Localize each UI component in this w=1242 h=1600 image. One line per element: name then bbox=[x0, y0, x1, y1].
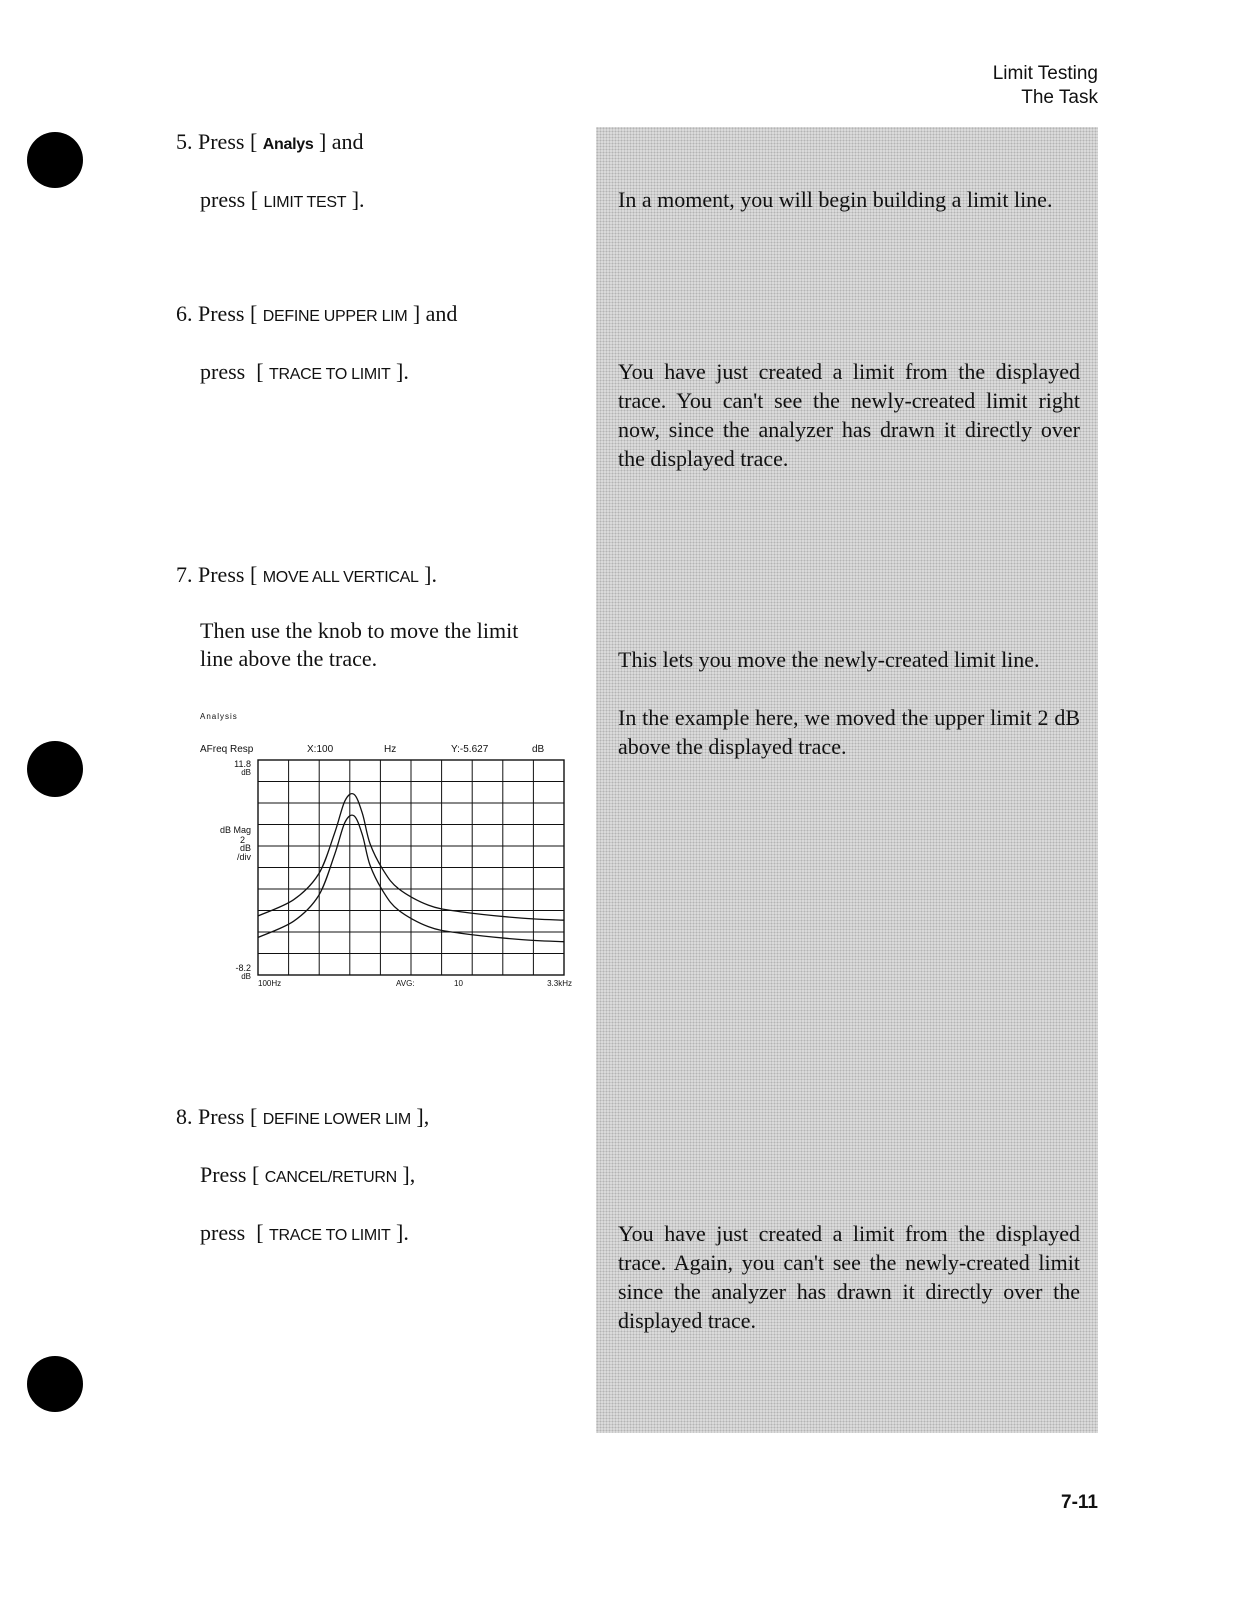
note-2: You have just created a limit from the displayed trace. You can't see the newly-created limit right now, since the analyzer has drawn it directly over the displayed trace. bbox=[618, 359, 1080, 471]
scale-label: dB Mag bbox=[219, 825, 251, 835]
chapter-title: Limit Testing bbox=[992, 63, 1098, 84]
running-header bbox=[993, 62, 1098, 110]
step-number: 8. bbox=[176, 1104, 193, 1129]
bottom-unit: dB bbox=[241, 972, 251, 981]
step-8: 8. Press [ DEFINE LOWER LIM ], bbox=[176, 1104, 430, 1129]
per-div-suffix: /div bbox=[236, 852, 251, 862]
key-move-all-vertical: MOVE ALL VERTICAL bbox=[262, 569, 419, 586]
note-5: You have just created a limit from the displayed trace. Again, you can't see the newly-created limit since the analyzer has drawn it directly over the displayed trace. bbox=[618, 1221, 1080, 1333]
top-unit: dB bbox=[241, 768, 251, 777]
step-verb: press bbox=[200, 187, 246, 212]
key-limit-test: LIMIT TEST bbox=[263, 194, 347, 211]
key-cancel-return: CANCEL/RETURN bbox=[264, 1169, 397, 1186]
key-define-upper-lim: DEFINE UPPER LIM bbox=[262, 308, 408, 325]
per-div-value: 2 bbox=[239, 835, 245, 845]
binder-hole-middle bbox=[27, 741, 83, 797]
x-marker-unit: Hz bbox=[384, 744, 397, 755]
step-7: 7. Press [ MOVE ALL VERTICAL ]. bbox=[176, 562, 437, 587]
bottom-value: -8.2 bbox=[235, 963, 251, 973]
binder-hole-bottom bbox=[27, 1356, 83, 1412]
step-verb: press bbox=[200, 1220, 246, 1245]
step-5-sub: press [ LIMIT TEST ]. bbox=[200, 187, 365, 212]
x-stop-label: 3.3kHz bbox=[547, 979, 572, 988]
plot-grid bbox=[258, 760, 564, 975]
avg-label: AVG: bbox=[396, 979, 415, 988]
analyzer-display-figure bbox=[196, 705, 586, 1005]
page-number: 7-11 bbox=[1061, 1492, 1098, 1513]
step-verb: Press bbox=[198, 301, 245, 326]
step-verb: Press bbox=[198, 562, 245, 587]
key-define-lower-lim: DEFINE LOWER LIM bbox=[262, 1111, 411, 1128]
analyzer-display bbox=[196, 705, 586, 1005]
measurement-label: AFreq Resp bbox=[200, 744, 254, 755]
step-verb: Press bbox=[200, 1162, 247, 1187]
avg-value: 10 bbox=[454, 979, 463, 988]
x-start-label: 100Hz bbox=[258, 979, 282, 988]
binder-hole-top bbox=[27, 132, 83, 188]
step-number: 7. bbox=[176, 562, 193, 587]
x-marker-value: X:100 bbox=[307, 744, 334, 755]
step-number: 6. bbox=[176, 301, 193, 326]
step-conjunction: and bbox=[425, 301, 458, 326]
step-number: 5. bbox=[176, 129, 193, 154]
per-div-unit: dB bbox=[239, 843, 251, 853]
y-marker-unit: dB bbox=[532, 744, 545, 755]
step-conjunction: and bbox=[331, 129, 364, 154]
screen-title: Analysis bbox=[200, 712, 238, 721]
note-3: This lets you move the newly-created limit line. bbox=[618, 647, 1040, 672]
step-6: 6. Press [ DEFINE UPPER LIM ] and bbox=[176, 301, 458, 326]
key-analys: Analys bbox=[262, 136, 314, 153]
step-5: 5. Press [ Analys ] and bbox=[176, 129, 364, 154]
step-verb: press bbox=[200, 359, 246, 384]
key-trace-to-limit: TRACE TO LIMIT bbox=[269, 1227, 391, 1244]
step-verb: Press bbox=[198, 1104, 245, 1129]
y-marker-value: Y:-5.627 bbox=[451, 744, 489, 755]
section-title: The Task bbox=[1021, 87, 1098, 108]
key-trace-to-limit: TRACE TO LIMIT bbox=[269, 366, 391, 383]
step-verb: Press bbox=[198, 129, 245, 154]
step-7-text: Then use the knob to move the limit line above the trace. bbox=[200, 618, 519, 671]
step-8-sub-1: Press [ CANCEL/RETURN ], bbox=[200, 1162, 416, 1187]
top-value: 11.8 bbox=[234, 759, 251, 769]
step-6-sub: press [ TRACE TO LIMIT ]. bbox=[200, 359, 409, 384]
note-4: In the example here, we moved the upper limit 2 dB above the displayed trace. bbox=[618, 705, 1080, 759]
note-1: In a moment, you will begin building a limit line. bbox=[618, 187, 1053, 212]
step-8-sub-2: press [ TRACE TO LIMIT ]. bbox=[200, 1220, 409, 1245]
